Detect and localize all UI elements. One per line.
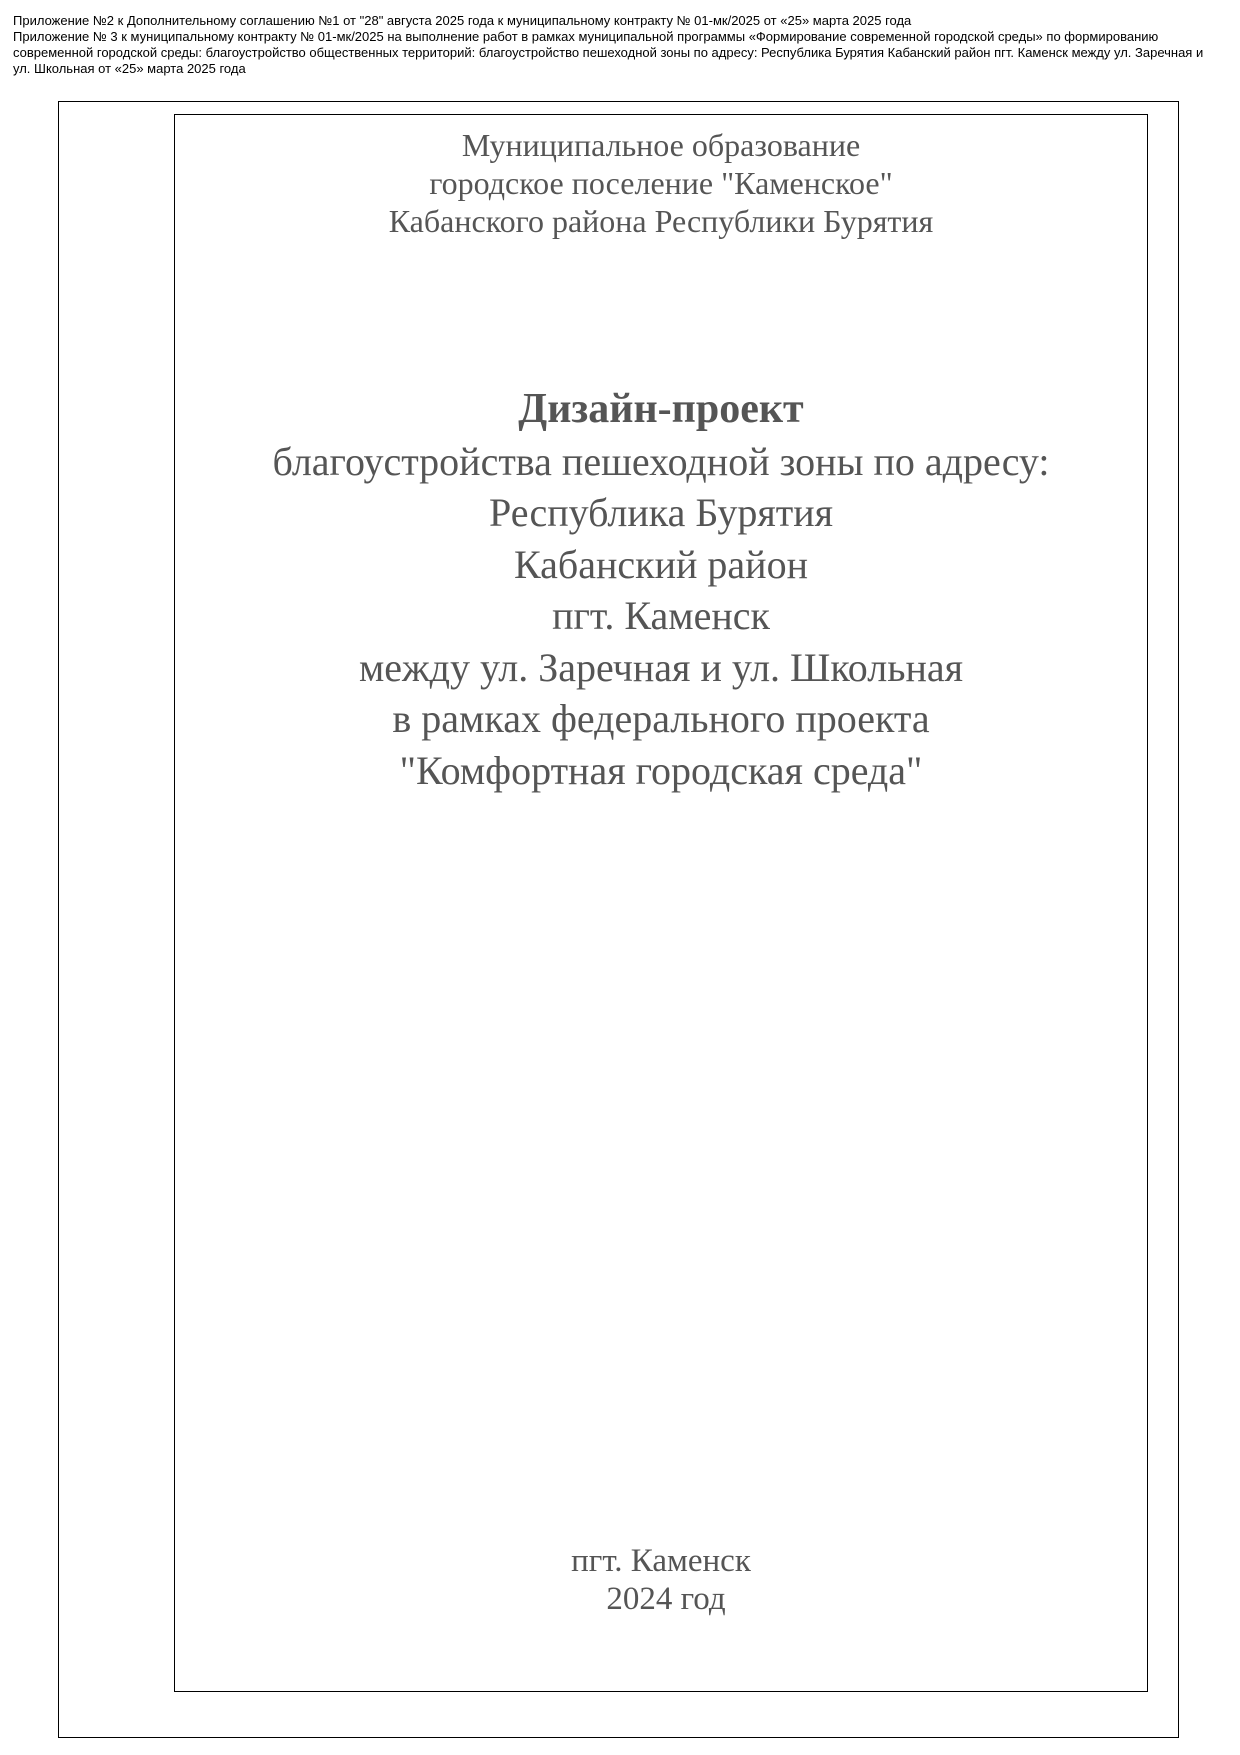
- title-line-district: Кабанский район: [514, 541, 808, 587]
- inner-frame: [174, 114, 1148, 1692]
- document-title: Дизайн-проект: [518, 386, 804, 432]
- title-line-project-name: "Комфортная городская среда": [399, 747, 923, 793]
- org-line-municipal-formation: Муниципальное образование: [461, 127, 861, 163]
- annex-header: [13, 13, 1233, 77]
- annex-line-dop-soglashenie: Приложение №2 к Дополнительному соглашению №1 от "28" августа 2025 года к муниципальному контракту № 01-мк/2025 от «25» марта 2025 года: [13, 13, 912, 28]
- title-line-republic: Республика Бурятия: [488, 490, 834, 535]
- org-line-district: Кабанского района Республики Бурятия: [388, 203, 934, 239]
- title-line-settlement: пгт. Каменск: [552, 593, 770, 638]
- footer-place: пгт. Каменск: [571, 1543, 751, 1579]
- footer-year: 2024 год: [606, 1581, 726, 1617]
- title-line-subject: благоустройства пешеходной зоны по адресу:: [272, 438, 1050, 484]
- footer-block: [174, 1542, 1148, 1618]
- title-block: [174, 384, 1148, 796]
- organization-block: [174, 126, 1148, 240]
- org-line-settlement: городское поселение "Каменское": [429, 165, 893, 201]
- title-line-project-frame: в рамках федерального проекта: [392, 696, 930, 741]
- annex-line-contract: Приложение № 3 к муниципальному контракту № 01-мк/2025 на выполнение работ в рамках муниципальной программы «Формирование современной городской среды» по формированию современной городской среды: благоустройство общественных территорий: благоустройство пешеходной зоны по адресу: Республика Бурятия Кабанский район пгт. Каменск между ул. Заречная и ул. Школьная от «25» марта 2025 года: [13, 29, 1204, 76]
- title-line-streets: между ул. Заречная и ул. Школьная: [358, 644, 964, 690]
